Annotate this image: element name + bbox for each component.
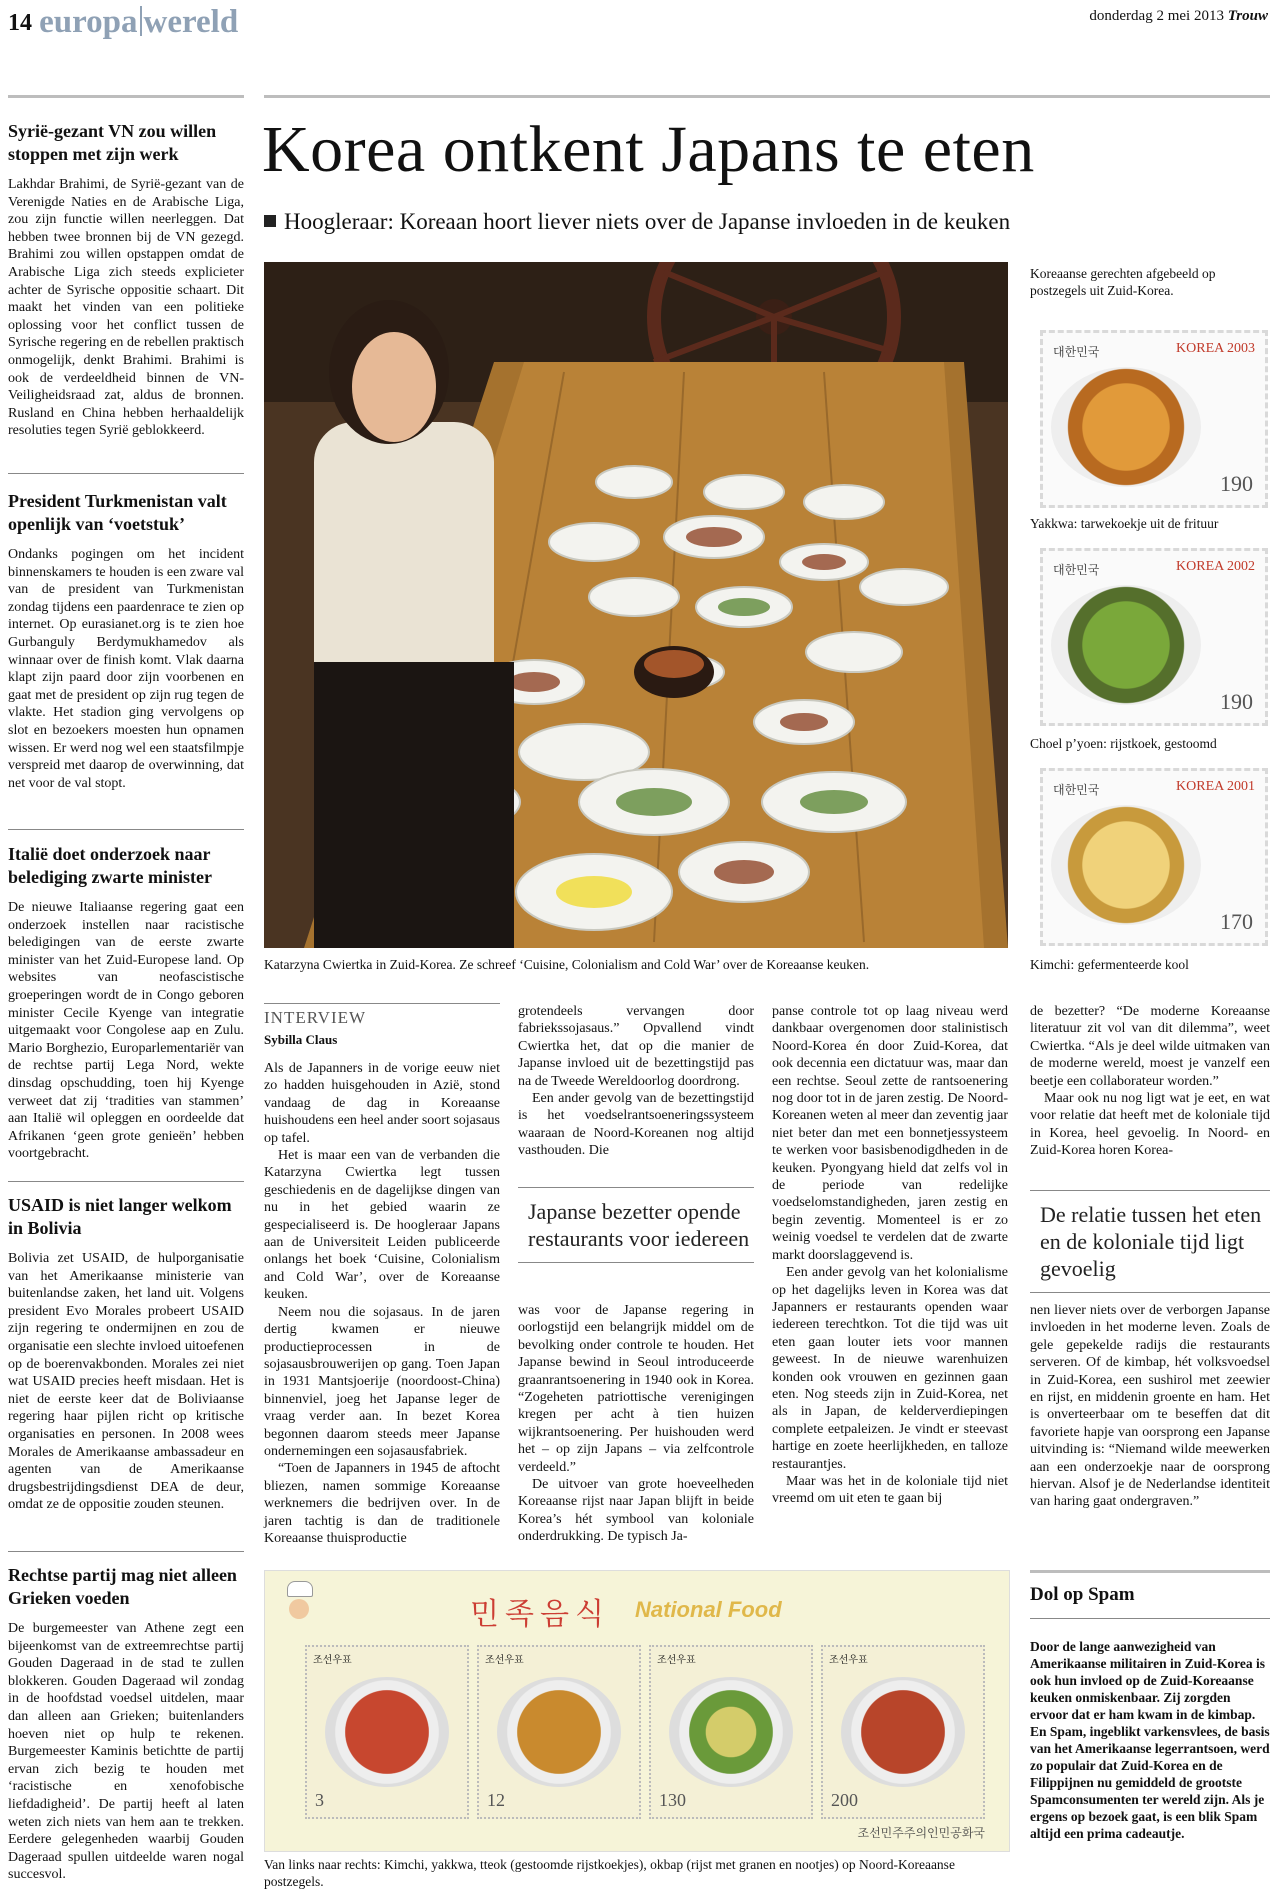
paragraph: Als de Japanners in de vorige eeuw niet zo hadden huisgehouden in Azië, stond vandaag de dag in Koreaanse huishoudens een heel ander soort sojasaus op tafel.	[264, 1061, 500, 1146]
sidebar-divider	[8, 1181, 244, 1182]
stamp-value: 170	[1220, 909, 1253, 934]
stamp-country: 대한민국	[1053, 345, 1100, 359]
nk-stamp-value: 3	[315, 1790, 324, 1810]
stamp-yakkwa	[1040, 330, 1268, 508]
story-headline: President Turkmenistan valt openlijk van ‘voetstuk’	[8, 491, 227, 534]
paragraph: Een ander gevolg van de bezettingstijd is het voedselrantsoeneringssysteem waaraan de Noord-Koreanen nog altijd vasthouden. Die	[518, 1091, 754, 1159]
stamp-caption: Yakkwa: tarwekoekje uit de frituur	[1030, 516, 1219, 531]
paragraph: Maar was het in de koloniale tijd niet vreemd om uit eten te gaan bij	[772, 1473, 1008, 1507]
article-col-4-continued	[1030, 1302, 1270, 1511]
nk-stamp-value: 200	[831, 1790, 858, 1810]
section-left: europa	[39, 4, 138, 40]
article-subheadline	[264, 207, 1010, 237]
paragraph: was voor de Japanse regering in oorlogstijd een belangrijk middel om de bevolking onder controle te houden. Het Japanse bewind in Seoul introduceerde graanrantsoenering in 1940 ook in Korea. “Zogeheten patriottische verenigingen kregen per acht à tien huizen wijkrantsoenering. Per huishouden werd het – op zijn Japans – via zelfcontrole verdeeld.”	[518, 1303, 754, 1475]
paragraph: “Toen de Japanners in 1945 de aftocht bliezen, namen sommige Koreaanse werknemers die bedrijven over. In de jaren tachtig is dan de traditionele Koreaanse thuisproductie	[264, 1461, 500, 1546]
photo-caption: Katarzyna Cwiertka in Zuid-Korea. Ze schreef ‘Cuisine, Colonialism and Cold War’ over de Koreaanse keuken.	[264, 957, 870, 972]
story-headline: Italië doet onderzoek naar belediging zwarte minister	[8, 844, 212, 887]
pullquote-text: De relatie tussen het eten en de koloniale tijd ligt gevoelig	[1040, 1202, 1262, 1281]
stamp-value: 190	[1220, 471, 1253, 496]
north-korea-stamp-sheet	[264, 1570, 1010, 1852]
article-col-2-continued	[518, 1302, 754, 1546]
story-body: Lakhdar Brahimi, de Syrië-gezant van de Verenigde Naties en de Arabische Liga, zou zijn functie willen neerleggen. Dat hebben twee bronnen bij de VN gezegd. Brahimi zou willen opstappen omdat de Arabische Liga zich steeds explicieter achter de Syrische oppositie schaart. Dit maakt het vinden van een politieke oplossing voor het conflict tussen de Syrische regering en de rebellen praktisch onmogelijk, denkt Brahimi. Brahimi is ook de verdeeldheid binnen de VN-Veiligheidsraad zat, aldus de bronnen. Rusland en China hebben herhaaldelijk resoluties tegen Syrië geblokkeerd.	[8, 177, 244, 439]
subheadline-text: Hoogleraar: Koreaan hoort liever niets over de Japanse invloeden in de keuken	[284, 209, 1011, 234]
dateline	[1089, 8, 1268, 25]
main-photo	[264, 262, 1008, 948]
story-body: Ondanks pogingen om het incident binnenskamers te houden is een zware val van de president van Turkmenistan zondag tijdens een paardenrace te zien op internet. Op eurasianet.org is te zien hoe Gurbanguly Berdymukhamedov als winnaar over de finish komt. Vlak daarna klapt zijn paard door zijn voorbenen en gaat met de president op zijn rug tegen de vlakte. Het stadion ging vervolgens op slot en bezoekers moesten hun opnamen wissen. Er werd nog wel een staatsfilmpje verspreid met daarop de overwinning, dat net voor de val stopt.	[8, 547, 244, 791]
stamp-row	[305, 1645, 985, 1815]
paragraph: nen liever niets over de verborgen Japanse invloeden in het moderne leven. Zoals de gele gepekelde radijs die restaurants serveren. Of de kimbap, hét volksvoedsel in Zuid-Korea, een sushirol met zeewier en rijst, en middenin groente en ham. Het is onverteerbaar om te beseffen dat dit favoriete hapje van oorsprong een Japanse uitvinding is: “Niemand wilde meewerken aan een onderzoekje naar de oorsprong hiervan. Alsof je de Nederlandse identiteit van haring gaat ondergraven.”	[1030, 1303, 1270, 1510]
sidebar-story-5	[8, 1564, 244, 1884]
sheet-english-title: National Food	[635, 1597, 782, 1622]
nk-stamp-food-image	[325, 1677, 449, 1787]
stamp-year: KOREA 2003	[1176, 341, 1255, 356]
nk-stamp-food-image	[669, 1677, 793, 1787]
stamp-value: 190	[1220, 689, 1253, 714]
nk-stamp-label: 조선우표	[485, 1655, 524, 1666]
nk-stamp-value: 130	[659, 1790, 686, 1810]
section-right: wereld	[143, 4, 239, 40]
page-number: 14	[8, 10, 32, 36]
story-headline: USAID is niet langer welkom in Bolivia	[8, 1195, 232, 1238]
issue-date: donderdag 2 mei 2013	[1089, 8, 1224, 24]
sheet-korean-title: 민족음식	[470, 1597, 610, 1632]
pullquote-2	[1030, 1190, 1270, 1293]
stamp-year: KOREA 2001	[1176, 779, 1255, 794]
paper-name: Trouw	[1227, 8, 1268, 24]
masthead	[8, 4, 238, 44]
article-col-2	[518, 1003, 754, 1160]
stamp-food-image	[1051, 585, 1201, 705]
stamp-caption: Kimchi: gefermenteerde kool	[1030, 957, 1189, 972]
nk-stamp-food-image	[841, 1677, 965, 1787]
sidebar-divider	[8, 1551, 244, 1552]
sidebar-divider	[8, 829, 244, 830]
box-body: Door de lange aanwezigheid van Amerikaanse militairen in Zuid-Korea is ook hun invloed op de Zuid-Koreaanse keuken onmiskenbaar. Zij zorgden ervoor dat er ham kwam in de kimbap. En Spam, ingeblikt varkensvlees, de basis van het Amerikaanse legerrantsoen, werd zo populair dat Zuid-Korea en de Filippijnen nu gemiddeld de grootste Spamconsumenten ter wereld zijn. Als je ergens op bezoek gaat, is een blik Spam altijd een prima cadeautje.	[1030, 1639, 1270, 1841]
article-col-1	[264, 1003, 500, 1547]
sheet-issuer: 조선민주주의인민공화국	[857, 1826, 985, 1840]
chef-figure-icon	[279, 1581, 319, 1631]
paragraph: Neem nou die sojasaus. In de jaren dertig kwamen er nieuwe productieprocessen in de sojasausbrouwerijen op gang. Toen Japan in 1931 Mantsjoerije (noordoost-China) binnenviel, joeg het Japanse leger de vraag verder aan. In bezet Korea begonnen daarom steeds meer Japanse ondernemingen een sojasausfabriek.	[264, 1304, 500, 1459]
paragraph: De uitvoer van grote hoeveelheden Koreaanse rijst naar Japan blijft in beide Korea’s hét symbool van koloniale onderdrukking. De typisch Ja-	[518, 1477, 754, 1545]
nk-stamp-kimchi	[305, 1645, 469, 1819]
article-col-3	[772, 1003, 1008, 1508]
nk-stamp-value: 12	[487, 1790, 505, 1810]
photo-woman-at-table	[264, 262, 1008, 948]
nk-stamp-label: 조선우표	[829, 1655, 868, 1666]
story-body: Bolivia zet USAID, de hulporganisatie van het Amerikaanse ministerie van buitenlandse zaken, het land uit. Volgens president Evo Morales probeert USAID zijn regering te ondermijnen en zou de organisatie een slechte invloed uitoefenen op de boerenvakbonden. Morales zei niet wat USAID precies heeft misdaan. Het is niet de eerste keer dat de Boliviaanse regering haar pijlen richt op kritische organisaties en personen. In 2008 wees Morales de Amerikaanse ambassadeur en agenten van de Amerikaanse drugsbestrijdingsdienst DEA de deur, omdat ze de oppositie zouden steunen.	[8, 1251, 244, 1513]
paragraph: panse controle tot op laag niveau werd dankbaar overgenomen door stalinistisch Noord-Korea én door Zuid-Korea, dat ook decennia een dictatuur was, maar dan een rechtse. Seoul zette de rantsoenering nog door tot in de jaren zestig. De Noord-Koreanen weten al meer dan zeventig jaar niet beter dan met een bonnetjessysteem te werken voor basisbenodigdheden in de keuken. Pyongyang hield dat zelfs vol in de periode van redelijke voedselomstandigheden, jaren zestig en begin zeventig. Momenteel is er zo weinig voedsel te verdelen dat de zwarte markt doorslaggevend is.	[772, 1004, 1008, 1263]
nk-stamp-yakkwa	[477, 1645, 641, 1819]
section-divider	[140, 6, 142, 36]
box-rule-top	[1030, 1570, 1270, 1573]
strip-caption: Van links naar rechts: Kimchi, yakkwa, tteok (gestoomde rijstkoekjes), okbap (rijst met granen en nootjes) op Noord-Koreaanse postzegels.	[264, 1857, 955, 1889]
nk-stamp-tteok	[649, 1645, 813, 1819]
article-headline: Korea ontkent Japans te eten	[262, 113, 1035, 186]
stamp-kimchi	[1040, 768, 1268, 946]
kicker: INTERVIEW	[264, 1003, 500, 1028]
stamp-choel-pyoen	[1040, 548, 1268, 726]
stamp-country: 대한민국	[1053, 563, 1100, 577]
square-bullet-icon	[264, 215, 276, 227]
sidebar-story-2	[8, 490, 244, 792]
pullquote-text: Japanse bezetter opende restaurants voor iedereen	[528, 1199, 750, 1251]
stamps-intro: Koreaanse gerechten afgebeeld op postzegels uit Zuid-Korea.	[1030, 266, 1216, 298]
stamp-country: 대한민국	[1053, 783, 1100, 797]
stamp-food-image	[1051, 805, 1201, 925]
paragraph: Het is maar een van de verbanden die Katarzyna Cwiertka legt tussen geschiedenis en de dagelijkse dingen van nu in het gebied waarin ze gespecialiseerd is. De hoogleraar Japans aan de Universiteit Leiden publiceerde onlangs het boek ‘Cuisine, Colonialism and Cold War’, over de Koreaanse keuken.	[264, 1148, 500, 1303]
sidebar-divider	[8, 473, 244, 474]
paragraph: de bezetter? “De moderne Koreaanse literatuur zit vol van dit dilemma”, weet Cwiertka. “Als je deel wilde uitmaken van de moderne wereld, moest je vanzelf een beetje een collaborateur worden.”	[1030, 1004, 1270, 1089]
story-headline: Syrië-gezant VN zou willen stoppen met zijn werk	[8, 121, 217, 164]
stamp-food-image	[1051, 367, 1201, 487]
sidebar-story-3	[8, 843, 244, 1163]
sidebar-story-1	[8, 120, 244, 440]
story-body: De nieuwe Italiaanse regering gaat een onderzoek instellen naar racistische beledigingen van de eerste zwarte minister van het Zuid-Europese land. Op websites van neofascistische groeperingen wordt de in Congo geboren minister Cecile Kyenge van integratie uitgemaakt voor Congolese aap en Zulu. Mario Borghezio, Europarlementariër van de rechtse partij Lega Nord, wekte dinsdag opschudding, toen hij Kyenge verweet dat zij ‘tradities van stammen’ aan Italië wil opleggen en oordeelde dat Afrikanen ‘geen grote genieën’ hebben voortgebracht.	[8, 900, 244, 1162]
byline: Sybilla Claus	[264, 1032, 338, 1047]
sidebar-story-4	[8, 1194, 244, 1514]
nk-stamp-okbap	[821, 1645, 985, 1819]
stamp-year: KOREA 2002	[1176, 559, 1255, 574]
nk-stamp-label: 조선우표	[657, 1655, 696, 1666]
sidebar-rule-top	[8, 95, 244, 98]
article-rule-top	[264, 95, 1270, 98]
paragraph: Maar ook nu nog ligt wat je eet, en wat voor relatie dat heeft met de koloniale tijd in Korea, heel gevoelig. In Noord- en Zuid-Korea horen Korea-	[1030, 1091, 1270, 1159]
article-col-4	[1030, 1003, 1270, 1160]
box-divider	[1030, 1618, 1270, 1619]
story-headline: Rechtse partij mag niet alleen Grieken voeden	[8, 1565, 237, 1608]
paragraph: grotendeels vervangen door fabriekssojasaus.” Opvallend vindt Cwiertka het, dat op die manier de Japanse invloed uit de bezettingstijd pas na de Tweede Wereldoorlog doordrong.	[518, 1004, 754, 1089]
stamp-caption: Choel p’yoen: rijstkoek, gestoomd	[1030, 736, 1217, 751]
story-body: De burgemeester van Athene zegt een bijeenkomst van de extreemrechtse partij Gouden Dageraad in de stad te zullen blokkeren. Gouden Dageraad wil zondag in de hoofdstad voedsel uitdelen, maar dan alleen aan Grieken; buitenlanders hoeven niet op hulp te rekenen. Burgemeester Kaminis betichtte de partij ervan zich bezig te houden met ‘racistische en xenofobische liefdadigheid’. De partij heeft al laten weten zich niets van hem aan te trekken. Eerdere gelegenheden waarbij Gouden Dageraad spullen uitdeelde waren nogal succesvol.	[8, 1621, 244, 1883]
nk-stamp-food-image	[497, 1677, 621, 1787]
nk-stamp-label: 조선우표	[313, 1655, 352, 1666]
box-title: Dol op Spam	[1030, 1584, 1135, 1605]
pullquote-1	[518, 1187, 754, 1263]
paragraph: Een ander gevolg van het kolonialisme op het dagelijks leven in Korea was dat Japanners er restaurants openden waar iedereen terechtkon. Tot die tijd was uit eten gaan louter iets voor mannen geweest. In de nieuwe warenhuizen konden ook vrouwen en gezinnen gaan eten. Nog steeds zijn in Zuid-Korea, net als in Japan, de kelderverdiepingen complete eetpaleizen. Je vindt er steevast hartige en zoete heerlijkheden, en talloze restaurantjes.	[772, 1265, 1008, 1472]
